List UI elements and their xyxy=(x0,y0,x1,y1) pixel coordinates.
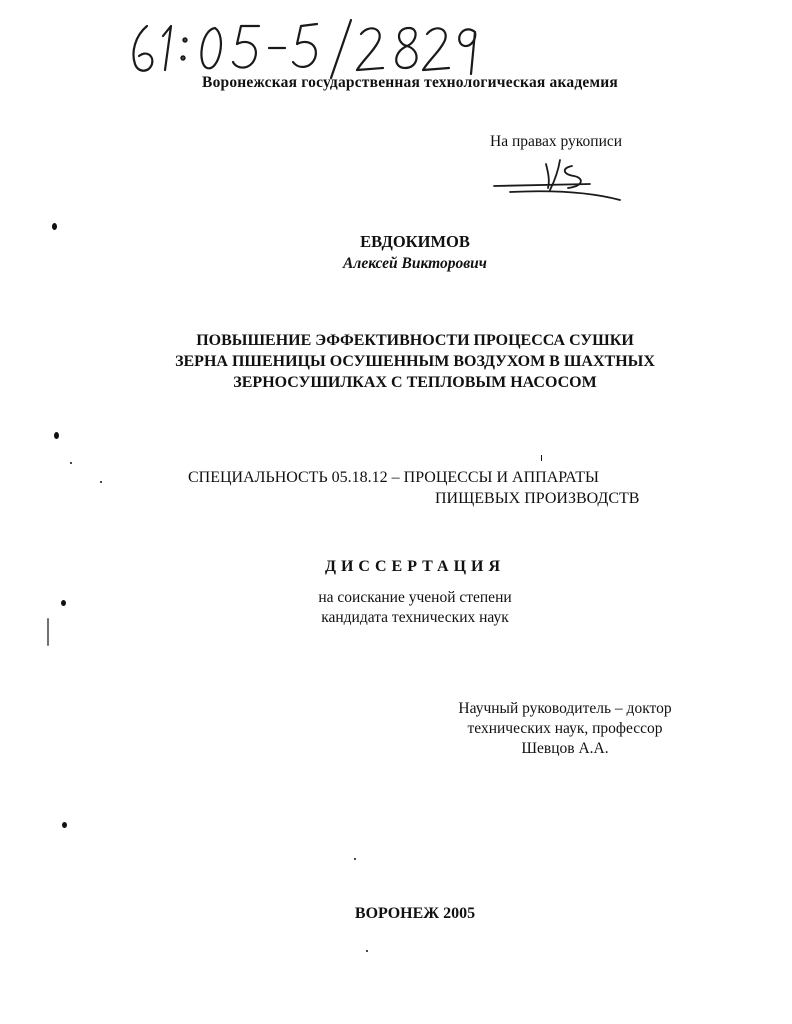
degree-statement xyxy=(250,588,580,628)
scientific-advisor xyxy=(420,699,710,759)
scan-speck xyxy=(541,455,542,461)
title-line: ПОВЫШЕНИЕ ЭФФЕКТИВНОСТИ ПРОЦЕССА СУШКИ xyxy=(196,332,634,349)
scan-speck xyxy=(61,600,66,606)
specialty-line: СПЕЦИАЛЬНОСТЬ 05.18.12 – ПРОЦЕССЫ И АППАРАТЫ xyxy=(188,469,599,486)
author-surname: ЕВДОКИМОВ xyxy=(360,232,470,251)
advisor-line: технических наук, профессор xyxy=(467,720,663,737)
author-name: Алексей Викторович xyxy=(343,255,487,272)
degree-line: кандидата технических наук xyxy=(321,609,509,626)
manuscript-rights-note: На правах рукописи xyxy=(490,133,623,150)
academy-name: Воронежская государственная технологическая академия xyxy=(202,74,618,91)
advisor-line: Шевцов А.А. xyxy=(521,740,609,757)
title-line: ЗЕРНОСУШИЛКАХ С ТЕПЛОВЫМ НАСОСОМ xyxy=(233,374,597,391)
city-year: ВОРОНЕЖ 2005 xyxy=(354,905,476,922)
scan-speck xyxy=(100,481,102,483)
specialty-line: ПИЩЕВЫХ ПРОИЗВОДСТВ xyxy=(435,490,640,507)
degree-line: на соискание ученой степени xyxy=(318,589,512,606)
scan-speck xyxy=(354,858,356,860)
scan-speck xyxy=(366,950,368,952)
scan-speck xyxy=(62,822,67,828)
scan-speck xyxy=(52,223,57,230)
document-type: ДИССЕРТАЦИЯ xyxy=(324,558,506,575)
scan-speck xyxy=(47,618,49,646)
scan-speck xyxy=(70,462,72,464)
handwritten-archive-number xyxy=(125,18,485,80)
signature xyxy=(490,150,630,205)
scan-speck xyxy=(54,432,59,439)
advisor-line: Научный руководитель – доктор xyxy=(458,700,672,717)
dissertation-title xyxy=(150,330,680,393)
title-line: ЗЕРНА ПШЕНИЦЫ ОСУШЕННЫМ ВОЗДУХОМ В ШАХТНЫХ xyxy=(175,353,655,370)
